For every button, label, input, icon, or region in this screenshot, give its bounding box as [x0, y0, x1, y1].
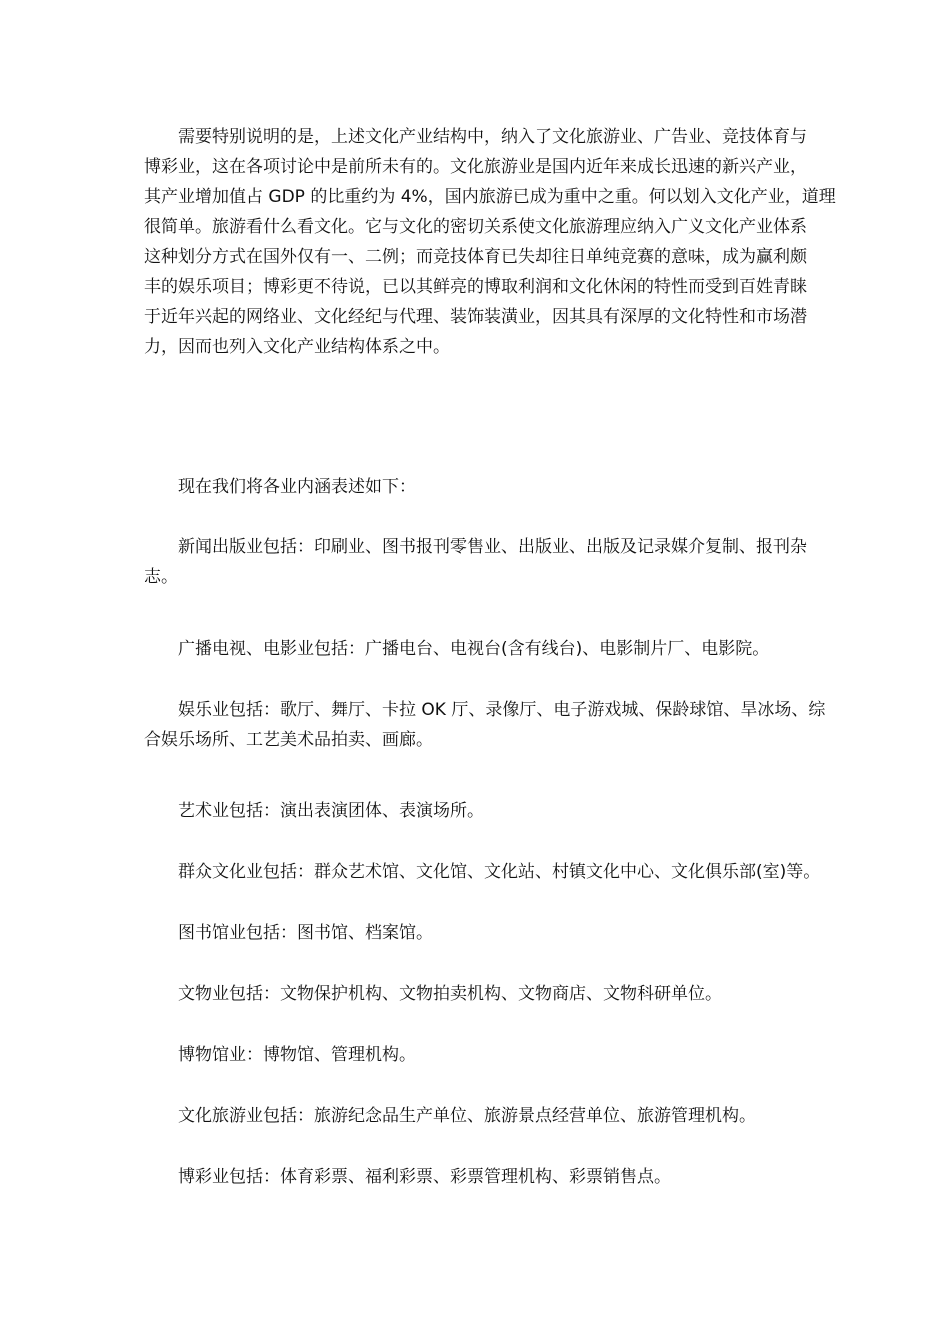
paragraph-cultural-tourism: [144, 1101, 810, 1131]
text-line: 新闻出版业包括：印刷业、图书报刊零售业、出版业、出版及记录媒介复制、报刊杂: [178, 537, 807, 557]
text-line: 这种划分方式在国外仅有一、二例；而竞技体育已失却往日单纯竞赛的意味，成为赢利颇: [144, 247, 807, 267]
text-line: 博物馆业：博物馆、管理机构。: [178, 1045, 416, 1065]
text-line: 合娱乐场所、工艺美术品拍卖、画廊。: [144, 730, 433, 750]
paragraph-news-publishing: [144, 532, 810, 592]
text-line: 其产业增加值占 GDP 的比重约为 4%，国内旅游已成为重中之重。何以划入文化产业，道理: [144, 187, 836, 207]
text-line: 于近年兴起的网络业、文化经纪与代理、装饰装潢业，因其具有深厚的文化特性和市场潜: [144, 307, 807, 327]
paragraph-intro: [144, 472, 810, 502]
text-line: 需要特别说明的是，上述文化产业结构中，纳入了文化旅游业、广告业、竞技体育与: [178, 127, 807, 147]
text-line: 博彩业，这在各项讨论中是前所未有的。文化旅游业是国内近年来成长迅速的新兴产业，: [144, 157, 807, 177]
text-line: 艺术业包括：演出表演团体、表演场所。: [178, 801, 484, 821]
text-line: 博彩业包括：体育彩票、福利彩票、彩票管理机构、彩票销售点。: [178, 1167, 671, 1187]
text-line: 娱乐业包括：歌厅、舞厅、卡拉 OK 厅、录像厅、电子游戏城、保龄球馆、旱冰场、综: [178, 700, 826, 720]
text-line: 很简单。旅游看什么看文化。它与文化的密切关系使文化旅游理应纳入广义文化产业体系: [144, 217, 807, 237]
paragraph-broadcast-film: [144, 634, 810, 664]
paragraph-entertainment: [144, 695, 826, 755]
text-line: 广播电视、电影业包括：广播电台、电视台(含有线台)、电影制片厂、电影院。: [178, 639, 770, 659]
paragraph-lottery: [144, 1162, 810, 1192]
text-line: 现在我们将各业内涵表述如下：: [178, 477, 416, 497]
paragraph-museum: [144, 1040, 810, 1070]
paragraph-library: [144, 918, 810, 948]
text-line: 志。: [144, 567, 178, 587]
paragraph-special-note: [144, 122, 836, 362]
paragraph-arts: [144, 796, 810, 826]
paragraph-mass-culture: [144, 857, 821, 887]
text-line: 图书馆业包括：图书馆、档案馆。: [178, 923, 433, 943]
text-line: 群众文化业包括：群众艺术馆、文化馆、文化站、村镇文化中心、文化俱乐部(室)等。: [178, 862, 821, 882]
text-line: 文化旅游业包括：旅游纪念品生产单位、旅游景点经营单位、旅游管理机构。: [178, 1106, 756, 1126]
text-line: 力，因而也列入文化产业结构体系之中。: [144, 337, 450, 357]
text-line: 文物业包括：文物保护机构、文物拍卖机构、文物商店、文物科研单位。: [178, 984, 722, 1004]
paragraph-cultural-relics: [144, 979, 810, 1009]
text-line: 丰的娱乐项目；博彩更不待说，已以其鲜亮的博取利润和文化休闲的特性而受到百姓青睐: [144, 277, 807, 297]
